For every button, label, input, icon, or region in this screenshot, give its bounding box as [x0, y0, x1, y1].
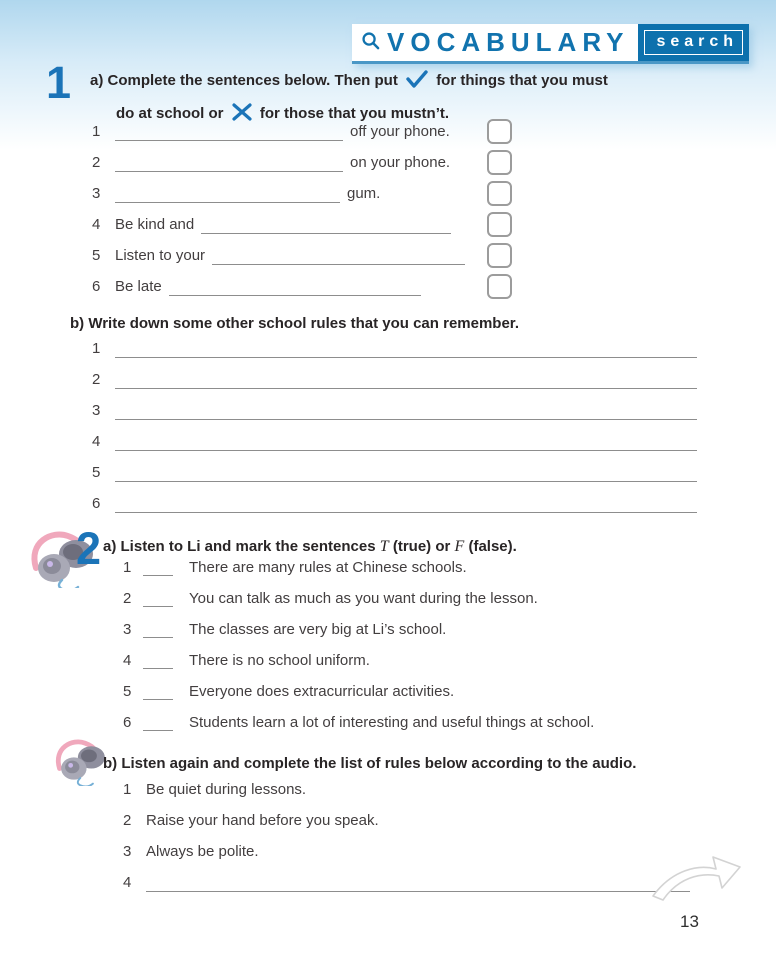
page-number: 13 — [680, 912, 699, 931]
false-letter: F — [454, 538, 465, 555]
instruction-text: (true) or — [392, 538, 451, 555]
item-number: 6 — [92, 495, 101, 512]
must-mustnt-checkbox[interactable] — [487, 150, 512, 175]
instruction-text: for those that you mustn’t. — [259, 105, 450, 122]
part-a-label: a) — [90, 72, 104, 89]
write-rule-blank[interactable] — [115, 406, 697, 420]
must-mustnt-checkbox[interactable] — [487, 274, 512, 299]
must-mustnt-checkbox[interactable] — [487, 181, 512, 206]
exercise2a-items — [123, 552, 743, 738]
sentence-post-text: gum. — [347, 185, 381, 202]
search-button-label: search — [644, 30, 743, 55]
item-number: 3 — [123, 843, 132, 860]
rule-row — [123, 805, 690, 836]
search-icon — [361, 31, 380, 55]
exercise2b-items — [123, 774, 690, 898]
write-rule-blank[interactable] — [115, 375, 697, 389]
rule-text: Always be polite. — [146, 843, 259, 860]
item-number: 6 — [123, 714, 132, 731]
true-false-row — [123, 707, 743, 738]
item-number: 3 — [123, 621, 132, 638]
item-number: 6 — [92, 278, 101, 295]
true-false-row — [123, 614, 743, 645]
sentence-item-row — [92, 116, 512, 147]
sentence-item-row — [92, 147, 512, 178]
item-number: 4 — [92, 433, 101, 450]
sentence-item-row — [92, 271, 512, 302]
write-rule-blank[interactable] — [115, 499, 697, 513]
statement-text: There are many rules at Chinese schools. — [189, 559, 467, 576]
write-rule-row — [92, 426, 697, 457]
item-number: 2 — [92, 371, 101, 388]
item-number: 2 — [123, 812, 132, 829]
item-number: 5 — [92, 464, 101, 481]
item-number: 4 — [123, 874, 132, 891]
true-false-row — [123, 583, 743, 614]
sentence-item-row — [92, 209, 512, 240]
search-button[interactable] — [638, 24, 749, 61]
item-number: 1 — [123, 559, 132, 576]
item-number: 1 — [123, 781, 132, 798]
true-false-blank[interactable] — [143, 688, 173, 700]
true-false-blank[interactable] — [143, 595, 173, 607]
sentence-post-text: on your phone. — [350, 154, 451, 171]
true-false-row — [123, 552, 743, 583]
instruction-text: do at school or — [116, 105, 224, 122]
write-rule-row — [92, 457, 697, 488]
statement-text: Everyone does extracurricular activities. — [189, 683, 455, 700]
sentence-pre-text: Be kind and — [115, 216, 195, 233]
statement-text: There is no school uniform. — [189, 652, 370, 669]
rule-row — [123, 867, 690, 898]
item-number: 2 — [123, 590, 132, 607]
write-rule-blank[interactable] — [115, 468, 697, 482]
sentence-pre-text: Listen to your — [115, 247, 206, 264]
sentence-item-row — [92, 240, 512, 271]
item-number: 5 — [123, 683, 132, 700]
exercise2b-instruction: b) Listen again and complete the list of rules below according to the audio. — [103, 755, 637, 772]
page-title: VOCABULARY — [387, 27, 630, 57]
item-number: 4 — [123, 652, 132, 669]
write-rule-row — [92, 395, 697, 426]
answer-blank[interactable] — [201, 220, 451, 234]
check-icon — [406, 75, 432, 92]
true-false-blank[interactable] — [143, 657, 173, 669]
part-a-label: a) — [103, 538, 117, 555]
instruction-text: Listen to Li and mark the sentences — [120, 538, 376, 555]
vocabulary-header — [352, 24, 749, 64]
item-number: 1 — [92, 123, 101, 140]
vocabulary-title-bar — [352, 24, 638, 61]
sentence-item-row — [92, 178, 512, 209]
write-rule-blank[interactable] — [115, 344, 697, 358]
rule-row — [123, 836, 690, 867]
true-false-blank[interactable] — [143, 626, 173, 638]
true-false-row — [123, 645, 743, 676]
statement-text: Students learn a lot of interesting and useful things at school. — [189, 714, 595, 731]
true-letter: T — [379, 538, 389, 555]
statement-text: You can talk as much as you want during the lesson. — [189, 590, 538, 607]
sentence-post-text: off your phone. — [350, 123, 450, 140]
page-turn-arrow-icon — [650, 850, 745, 913]
item-number: 2 — [92, 154, 101, 171]
exercise1-number: 1 — [46, 57, 72, 108]
rule-row — [123, 774, 690, 805]
answer-blank[interactable] — [115, 189, 340, 203]
true-false-row — [123, 676, 743, 707]
instruction-text: Complete the sentences below. Then put — [107, 72, 398, 89]
answer-blank[interactable] — [115, 158, 343, 172]
rule-text: Be quiet during lessons. — [146, 781, 307, 798]
answer-blank[interactable] — [212, 251, 465, 265]
answer-blank[interactable] — [169, 282, 421, 296]
instruction-line-1 — [90, 66, 608, 99]
exercise2-number: 2 — [76, 523, 102, 574]
item-number: 1 — [92, 340, 101, 357]
true-false-blank[interactable] — [143, 719, 173, 731]
exercise1b-instruction: b) Write down some other school rules that you can remember. — [70, 315, 519, 332]
write-rule-blank[interactable] — [115, 437, 697, 451]
true-false-blank[interactable] — [143, 564, 173, 576]
instruction-text: (false). — [468, 538, 517, 555]
must-mustnt-checkbox[interactable] — [487, 119, 512, 144]
rule-text: Raise your hand before you speak. — [146, 812, 379, 829]
answer-blank[interactable] — [115, 127, 343, 141]
item-number: 4 — [92, 216, 101, 233]
item-number: 5 — [92, 247, 101, 264]
item-number: 3 — [92, 185, 101, 202]
statement-text: The classes are very big at Li’s school. — [189, 621, 447, 638]
exercise1b-items — [92, 333, 697, 519]
write-rule-row — [92, 488, 697, 519]
rule-answer-blank[interactable] — [146, 878, 690, 892]
item-number: 3 — [92, 402, 101, 419]
instruction-text: for things that you must — [436, 72, 608, 89]
write-rule-row — [92, 333, 697, 364]
exercise1a-items — [92, 116, 512, 302]
must-mustnt-checkbox[interactable] — [487, 212, 512, 237]
sentence-pre-text: Be late — [115, 278, 162, 295]
must-mustnt-checkbox[interactable] — [487, 243, 512, 268]
write-rule-row — [92, 364, 697, 395]
